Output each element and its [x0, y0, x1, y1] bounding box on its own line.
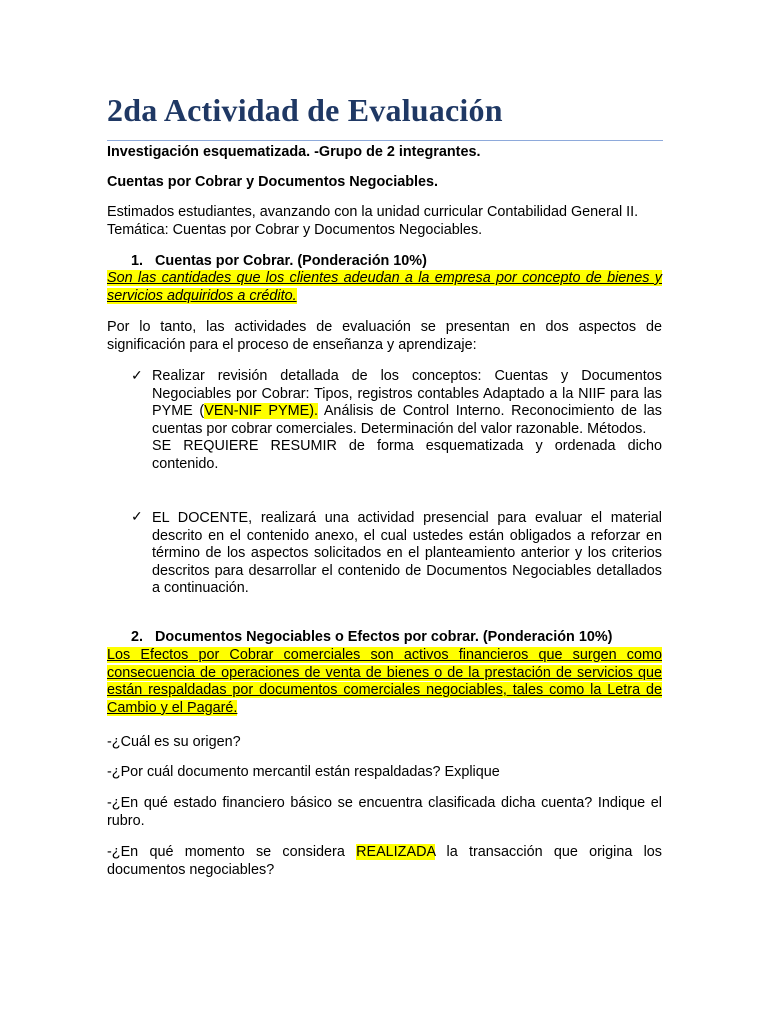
bullet2-text: EL DOCENTE, realizará una actividad presencial para evaluar el material descrito en el contenido anexo, el cual ustedes están obligados a reforzar en término de los aspectos solicitados en el planteamiento anterior y los criterios descritos para desarrollar el contenido de Documentos Negociables detallados a continuación. — [152, 510, 662, 597]
section2-definition-text: Los Efectos por Cobrar comerciales son activos financieros que surgen como consecuencia de operaciones de venta de bienes o de la prestación de servicios que están respaldadas por documentos comerciales negociables, tales como la Letra de Cambio y el Pagaré. — [107, 647, 662, 716]
intro-paragraph: Estimados estudiantes, avanzando con la unidad curricular Contabilidad General II. Temática: Cuentas por Cobrar y Documentos Negociables. — [107, 204, 639, 238]
aspects-paragraph: Por lo tanto, las actividades de evaluación se presentan en dos aspectos de significación para el proceso de enseñanza y aprendizaje: — [107, 319, 662, 353]
checkmark-icon: ✓ — [131, 508, 143, 524]
topic-heading: Cuentas por Cobrar y Documentos Negociables. — [107, 174, 439, 190]
question-document: -¿Por cuál documento mercantil están respaldadas? Explique — [107, 764, 500, 780]
bullet1-part1: Realizar revisión detallada de los conceptos: Cuentas y Documentos Negociables por Cobrar: Tipos, registros contables Adaptado a la NIIF para las PYME ( — [152, 368, 662, 420]
bullet1-part2: Análisis de Control Interno. Reconocimiento de las cuentas por cobrar comerciales. Determinación del valor razonable. Métodos. — [152, 403, 663, 437]
question-realized — [107, 844, 662, 879]
subtitle: Investigación esquematizada. -Grupo de 2 integrantes. — [107, 144, 481, 160]
section2-heading — [131, 629, 612, 647]
question-realized-before: -¿En qué momento se considera — [107, 844, 357, 860]
bullet1-requirement: SE REQUIERE RESUMIR de forma esquematizada y ordenada dicho contenido. — [152, 438, 662, 472]
section1-number: 1. — [131, 253, 144, 269]
bullet1-highlight: VEN-NIF PYME). — [204, 403, 318, 420]
question-realized-after: la transacción que origina los documentos negociables? — [107, 844, 662, 878]
section2-number: 2. — [131, 629, 144, 645]
section1-definition-text: Son las cantidades que los clientes adeudan a la empresa por concepto de bienes y servicios adquiridos a crédito. — [107, 270, 662, 304]
section1-title: Cuentas por Cobrar. (Ponderación 10%) — [155, 253, 427, 269]
question-statement: -¿En qué estado financiero básico se encuentra clasificada dicha cuenta? Indique el rubro. — [107, 795, 662, 829]
section2-definition — [107, 647, 662, 717]
bullet1-text — [152, 368, 662, 474]
question-realized-highlight: REALIZADA — [356, 844, 436, 860]
title-underline — [107, 140, 663, 141]
section2-title: Documentos Negociables o Efectos por cobrar. (Ponderación 10%) — [155, 629, 613, 645]
section1-definition — [107, 270, 662, 305]
section1-heading — [131, 253, 427, 271]
document-title: 2da Actividad de Evaluación — [107, 92, 503, 128]
question-origin: -¿Cuál es su origen? — [107, 734, 241, 750]
checkmark-icon: ✓ — [131, 367, 143, 383]
